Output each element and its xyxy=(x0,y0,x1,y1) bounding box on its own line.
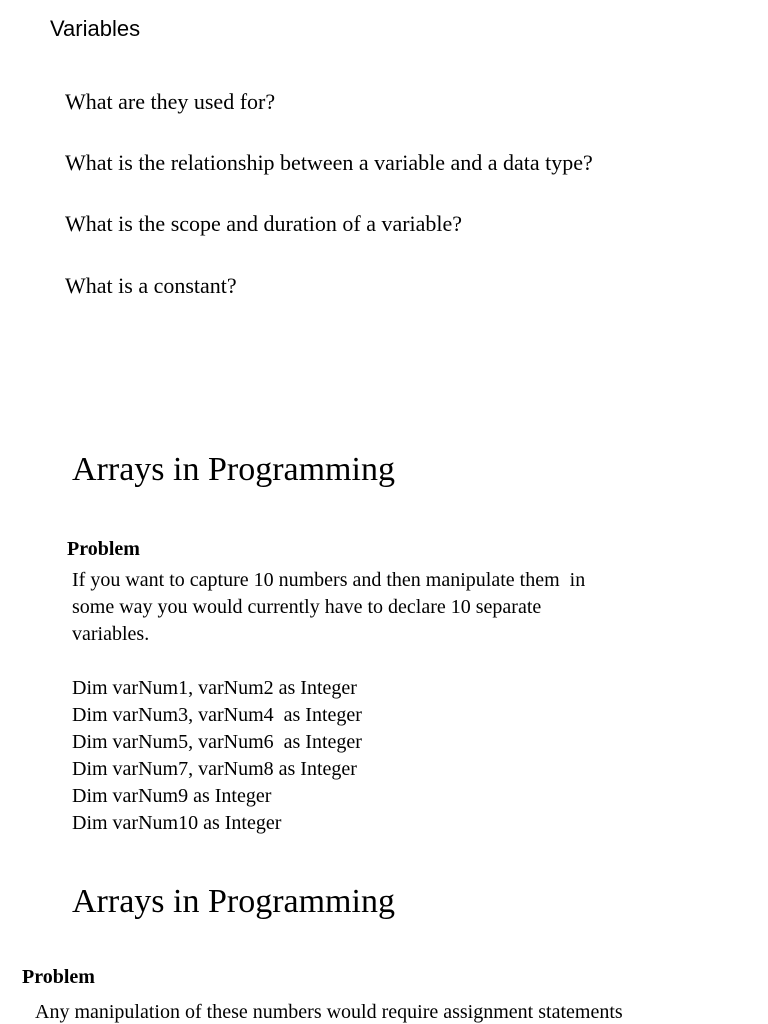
code-line: Dim varNum10 as Integer xyxy=(72,812,282,834)
paragraph-line: variables. xyxy=(72,623,150,645)
code-line: Dim varNum9 as Integer xyxy=(72,785,272,807)
question-3: What is the scope and duration of a variable? xyxy=(65,211,463,236)
question-2: What is the relationship between a variable and a data type? xyxy=(65,150,593,175)
question-4: What is a constant? xyxy=(65,273,237,298)
question-1: What are they used for? xyxy=(65,89,276,114)
paragraph-line: some way you would currently have to declare 10 separate xyxy=(72,596,542,618)
paragraph-line: Any manipulation of these numbers would require assignment statements xyxy=(35,1001,623,1023)
code-line: Dim varNum3, varNum4 as Integer xyxy=(72,704,362,726)
code-line: Dim varNum7, varNum8 as Integer xyxy=(72,758,357,780)
problem-label-2: Problem xyxy=(22,966,95,988)
variables-title: Variables xyxy=(50,16,141,41)
arrays-heading-1: Arrays in Programming xyxy=(72,451,395,488)
paragraph-line: If you want to capture 10 numbers and then manipulate them in xyxy=(72,569,586,591)
code-line: Dim varNum1, varNum2 as Integer xyxy=(72,677,357,699)
problem-label-1: Problem xyxy=(67,538,140,560)
arrays-heading-2: Arrays in Programming xyxy=(72,883,395,920)
code-line: Dim varNum5, varNum6 as Integer xyxy=(72,731,362,753)
